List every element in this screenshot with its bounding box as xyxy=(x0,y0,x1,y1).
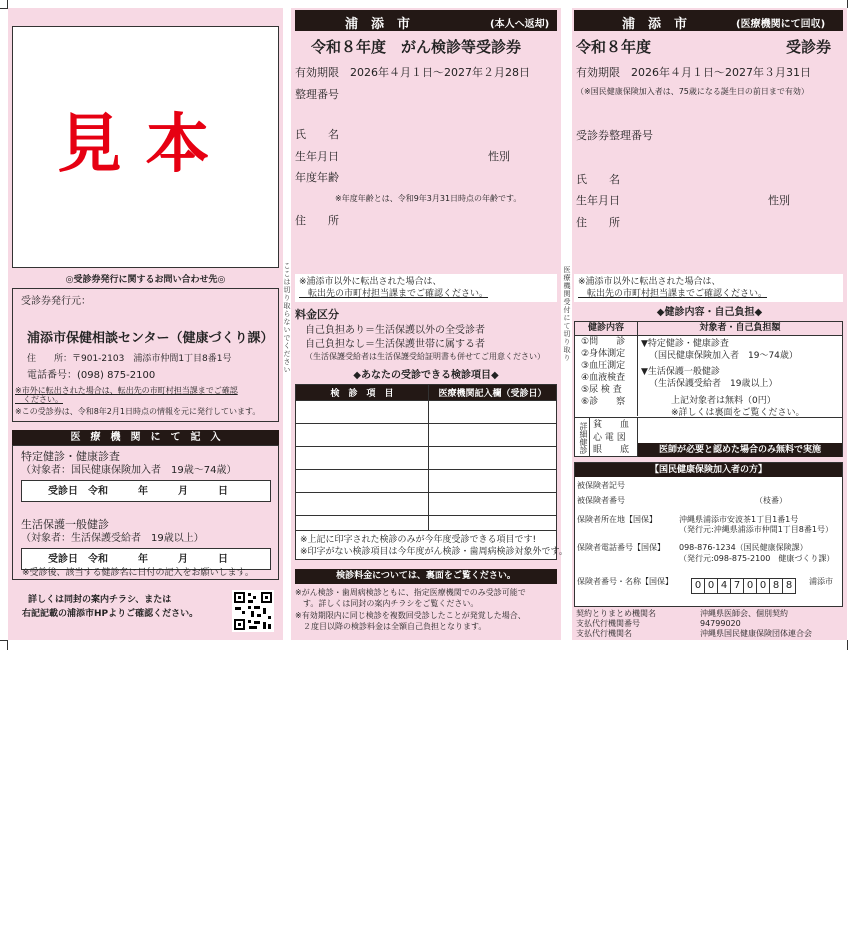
right-title-year: 令和８年度 xyxy=(576,38,652,56)
insurer-addr2: （発行元:沖縄県浦添市仲間1丁目8番1号） xyxy=(679,525,833,534)
qr-code-icon[interactable] xyxy=(232,590,274,632)
items-title: ◆あなたの受診できる検診項目◆ xyxy=(353,370,499,381)
exam1-title: 特定健診・健康診査 xyxy=(21,450,120,463)
medical-header: 医 療 機 関 に て 記 入 xyxy=(12,430,279,445)
name-label: 氏 名 xyxy=(295,128,339,141)
sex-label: 性別 xyxy=(768,194,790,207)
move-note-box xyxy=(295,274,557,302)
print-note-box xyxy=(295,530,568,560)
collect-tag: (医療機関にて回収) xyxy=(736,19,826,30)
print-note1: ※上記に印字された検診のみが今年度受診できる項目です! xyxy=(300,535,537,545)
digit: 8 xyxy=(769,578,783,594)
payer-name-label: 支払代行機関名 xyxy=(576,629,632,638)
exam2-title: 生活保護一般健診 xyxy=(21,518,109,531)
address-label: 住 所 xyxy=(576,216,620,229)
target2: ▼生活保護一般健診 xyxy=(641,367,720,377)
move-note-line1: ※浦添市以外に転出された場合は、 xyxy=(578,277,721,287)
kokuho-box xyxy=(574,462,843,607)
fee-line2: 自己負担なし＝生活保護世帯に属する者 xyxy=(305,339,485,350)
table-row xyxy=(296,493,557,516)
age-label: 年度年齢 xyxy=(295,171,339,184)
crop-mark xyxy=(7,0,8,8)
dob-label: 生年月日 xyxy=(295,150,339,163)
branch-label: （枝番） xyxy=(755,496,787,505)
address-label: 住 所 xyxy=(295,214,339,227)
right-city: 浦 添 市 xyxy=(622,17,688,32)
right-title-ticket: 受診券 xyxy=(786,38,832,56)
table-row xyxy=(296,447,557,470)
print-note2: ※印字がない検診項目は今年度がん検診・歯周病検診対象外です。 xyxy=(300,547,568,557)
digit: 0 xyxy=(743,578,757,594)
middle-city: 浦 添 市 xyxy=(345,17,411,32)
target1: ▼特定健診・健康診査 xyxy=(641,339,729,349)
col-target: 対象者・自己負担額 xyxy=(638,322,842,336)
col-exam-item: 検 診 項 目 xyxy=(296,385,429,401)
right-validity: 有効期限 2026年４月１日〜2027年３月31日 xyxy=(576,66,811,79)
middle-header xyxy=(295,10,557,31)
target2-detail: （生活保護受給者 19歳以上） xyxy=(649,379,778,389)
cut-line-note: 医療機関受付にて切り取り xyxy=(563,266,571,362)
see-back-note: ※詳しくは裏面をご覧ください。 xyxy=(671,408,805,418)
exam-items-table xyxy=(295,384,557,539)
issuer-address: 住 所：〒901-2103 浦添市仲間1丁目8番1号 xyxy=(27,354,232,364)
issuer-label: 受診券発行元： xyxy=(21,296,91,307)
foot-note3: ※有効期限内に同じ検診を複数回受診したことが発覚した場合、 xyxy=(295,611,526,620)
cut-line-note: ここは切り取らないでください xyxy=(283,262,291,374)
col-clinic-entry: 医療機関記入欄（受診日） xyxy=(429,385,557,401)
exam2-target: （対象者：生活保護受給者 19歳以上） xyxy=(21,533,204,544)
detail-note: 医師が必要と認めた場合のみ無料で実施 xyxy=(638,443,842,457)
exam2-date-field[interactable] xyxy=(21,548,271,570)
fee-line3: （生活保護受給者は生活保護受給証明書も併せてご用意ください） xyxy=(305,352,545,361)
sample-label: 見本 xyxy=(57,108,234,182)
list-item: ②身体測定 xyxy=(581,349,626,359)
move-note-line2: 転出先の市町村担当課までご確認ください。 xyxy=(299,289,489,299)
foot-note4: ２度目以降の検診料金は全額自己負担となります。 xyxy=(295,622,487,631)
after-note: ※受診後、該当する健診名に日付の記入をお願いします。 xyxy=(22,568,254,578)
detail-line1: 詳しくは同封の案内チラシ、または xyxy=(28,595,172,605)
number-label: 被保険者番号 xyxy=(577,496,625,505)
crop-mark xyxy=(0,8,8,9)
move-note-cont: ください。 xyxy=(15,395,63,404)
digit: 0 xyxy=(704,578,718,594)
validity-note: （※国民健康保険加入者は、75歳になる誕生日の前日まで有効） xyxy=(576,87,809,96)
contract-label: 契約とりまとめ機関名 xyxy=(576,609,656,618)
exam1-date-field[interactable] xyxy=(21,480,271,502)
move-note-line2: 転出先の市町村担当課までご確認ください。 xyxy=(578,289,768,299)
crop-mark xyxy=(7,640,8,650)
insurer-tel1: 098-876-1234（国民健康保険課） xyxy=(679,543,808,552)
contract-value: 沖縄県医師会、個別契約 xyxy=(700,609,788,618)
detail-fundus: 眼 底 xyxy=(593,445,630,455)
crop-mark xyxy=(847,0,848,8)
insurer-tel2: （発行元:098-875-2100 健康づくり課） xyxy=(679,554,835,563)
list-item: ①問 診 xyxy=(581,337,626,347)
table-row xyxy=(296,470,557,493)
table-row xyxy=(296,424,557,447)
issue-note: ※この受診券は、令和8年2月1日時点の情報を元に発行しています。 xyxy=(15,407,261,416)
content-table xyxy=(574,321,843,457)
content-title: ◆健診内容・自己負担◆ xyxy=(656,307,763,318)
digit: 8 xyxy=(782,578,796,594)
fee-title: 料金区分 xyxy=(295,308,339,321)
ticket-ref-label: 受診券整理番号 xyxy=(576,129,653,142)
middle-title: 令和８年度 がん検診等受診券 xyxy=(311,38,522,56)
foot-note1: ※がん検診・歯周病検診ともに、指定医療機関でのみ受診可能で xyxy=(295,588,526,597)
digit: 0 xyxy=(756,578,770,594)
fee-back-header: 検診料金については、裏面をご覧ください。 xyxy=(295,569,557,584)
return-tag: (本人へ返却) xyxy=(490,19,550,30)
middle-validity: 有効期限 2026年４月１日〜2027年２月28日 xyxy=(295,66,530,79)
symbol-label: 被保険者記号 xyxy=(577,481,625,490)
crop-mark xyxy=(0,640,8,641)
target1-detail: （国民健康保険加入者 19〜74歳） xyxy=(649,351,798,361)
detail-line2: 右記記載の浦添市HPよりご確認ください。 xyxy=(22,609,199,619)
exam1-date-label: 受診日 令和 年 月 日 xyxy=(48,486,228,497)
detail-ecg: 心 電 図 xyxy=(593,433,626,443)
center-name: 浦添市保健相談センター（健康づくり課） xyxy=(27,331,274,346)
inquiry-box xyxy=(12,288,279,422)
insurer-addr1: 沖縄県浦添市安波茶1丁目1番1号 xyxy=(679,515,799,524)
detail-anemia: 貧 血 xyxy=(593,420,630,430)
move-note-line1: ※浦添市以外に転出された場合は、 xyxy=(299,277,442,287)
ref-no-label: 整理番号 xyxy=(295,88,339,101)
payer-name-value: 沖縄県国民健康保険団体連合会 xyxy=(700,629,812,638)
sex-label: 性別 xyxy=(488,150,510,163)
move-note-box xyxy=(574,274,843,302)
list-item: ③血圧測定 xyxy=(581,361,626,371)
name-label: 氏 名 xyxy=(576,173,620,186)
list-item: ⑤尿 検 査 xyxy=(581,385,622,395)
inquiry-title: ◎受診券発行に関するお問い合わせ先◎ xyxy=(65,275,226,285)
crop-mark xyxy=(847,640,848,650)
issuer-phone: 電話番号：(098) 875-2100 xyxy=(27,370,156,381)
detail-row xyxy=(575,417,842,457)
sample-box xyxy=(12,26,279,268)
kokuho-header: 【国民健康保険加入者の方】 xyxy=(575,463,842,477)
insurer-digits xyxy=(691,573,795,594)
move-note: ※市外に転出された場合は、転出先の市町村担当課までご確認 xyxy=(15,386,238,395)
fee-line1: 自己負担あり＝生活保護以外の全受診者 xyxy=(305,325,485,336)
foot-note2: す。詳しくは同封の案内チラシをご覧ください。 xyxy=(295,599,479,608)
free-note: 上記対象者は無料（0円） xyxy=(671,396,776,406)
table-row xyxy=(296,401,557,424)
insurer-addr-label: 保険者所在地【国保】 xyxy=(577,515,657,524)
insurer-tel-label: 保険者電話番号【国保】 xyxy=(577,543,665,552)
list-item: ④血液検査 xyxy=(581,373,626,383)
insurer-name: 浦添市 xyxy=(809,577,833,586)
digit: 0 xyxy=(691,578,705,594)
exam1-target: （対象者：国民健康保険加入者 19歳〜74歳） xyxy=(21,465,237,476)
digit: 7 xyxy=(730,578,744,594)
insurer-no-label: 保険者番号・名称【国保】 xyxy=(577,577,673,586)
right-panel xyxy=(572,8,847,640)
dob-label: 生年月日 xyxy=(576,194,620,207)
exam2-date-label: 受診日 令和 年 月 日 xyxy=(48,554,228,565)
right-header xyxy=(574,10,843,31)
items-column xyxy=(575,336,638,416)
payer-no-label: 支払代行機関番号 xyxy=(576,619,640,628)
medical-box xyxy=(12,445,279,580)
detail-label: 詳細健診 xyxy=(575,418,590,457)
digit: 4 xyxy=(717,578,731,594)
left-panel xyxy=(8,8,283,640)
age-note: ※年度年齢とは、令和9年3月31日時点の年齢です。 xyxy=(335,194,522,203)
list-item: ⑥診 察 xyxy=(581,397,626,407)
payer-no-value: 94799020 xyxy=(700,619,741,628)
col-content: 健診内容 xyxy=(575,322,638,336)
